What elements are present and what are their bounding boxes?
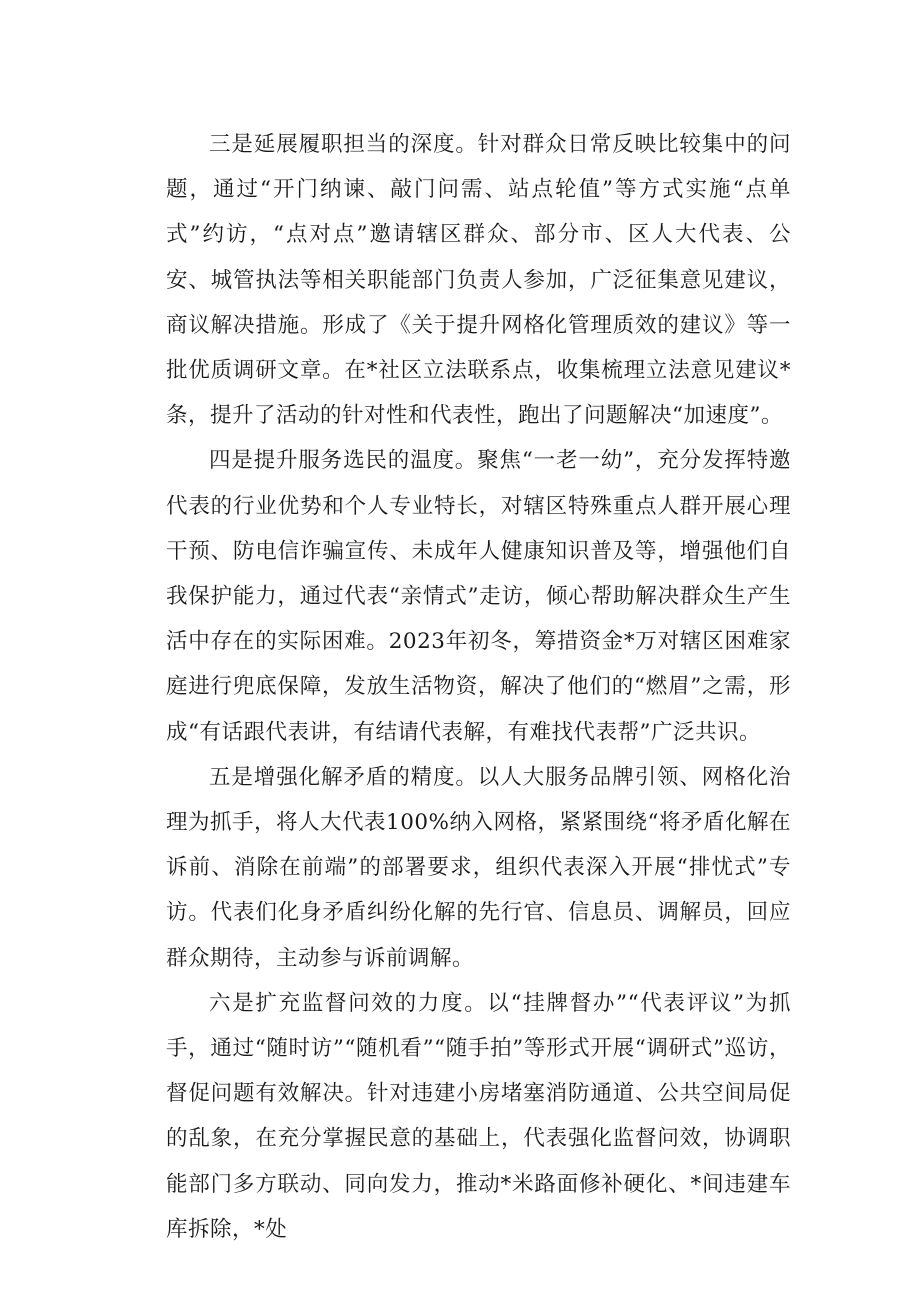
paragraph-3: 三是延展履职担当的深度。针对群众日常反映比较集中的问题，通过“开门纳谏、敲门问需、站点轮值”等方式实施“点单式”约访，“点对点”邀请辖区群众、部分市、区人大代表、公安、城管执法等相关职能部门负责人参加，广泛征集意见建议，商议解决措施。形成了《关于提升网格化管理质效的建议》等一批优质调研文章。在*社区立法联系点，收集梳理立法意见建议*条，提升了活动的针对性和代表性，跑出了问题解决“加速度”。 — [166, 132, 791, 429]
document-body — [166, 122, 791, 1252]
paragraph-6: 六是扩充监督问效的力度。以“挂牌督办”“代表评议”为抓手，通过“随时访”“随机看”“随手拍”等形式开展“调研式”巡访，督促问题有效解决。针对违建小房堵塞消防通道、公共空间局促的乱象，在充分掌握民意的基础上，代表强化监督问效，协调职能部门多方联动、同向发力，推动*米路面修补硬化、*间违建车库拆除，*处 — [166, 990, 791, 1242]
paragraph-5: 五是增强化解矛盾的精度。以人大服务品牌引领、网格化治理为抓手，将人大代表100%纳入网格，紧紧围绕“将矛盾化解在诉前、消除在前端”的部署要求，组织代表深入开展“排忧式”专访。代表们化身矛盾纠纷化解的先行官、信息员、调解员，回应群众期待，主动参与诉前调解。 — [166, 764, 791, 971]
paragraph-4: 四是提升服务选民的温度。聚焦“一老一幼”，充分发挥特邀代表的行业优势和个人专业特长，对辖区特殊重点人群开展心理干预、防电信诈骗宣传、未成年人健康知识普及等，增强他们自我保护能力，通过代表“亲情式”走访，倾心帮助解决群众生产生活中存在的实际困难。2023年初冬，筹措资金*万对辖区困难家庭进行兜底保障，发放生活物资，解决了他们的“燃眉”之需，形成“有话跟代表讲，有结请代表解，有难找代表帮”广泛共识。 — [166, 448, 791, 745]
